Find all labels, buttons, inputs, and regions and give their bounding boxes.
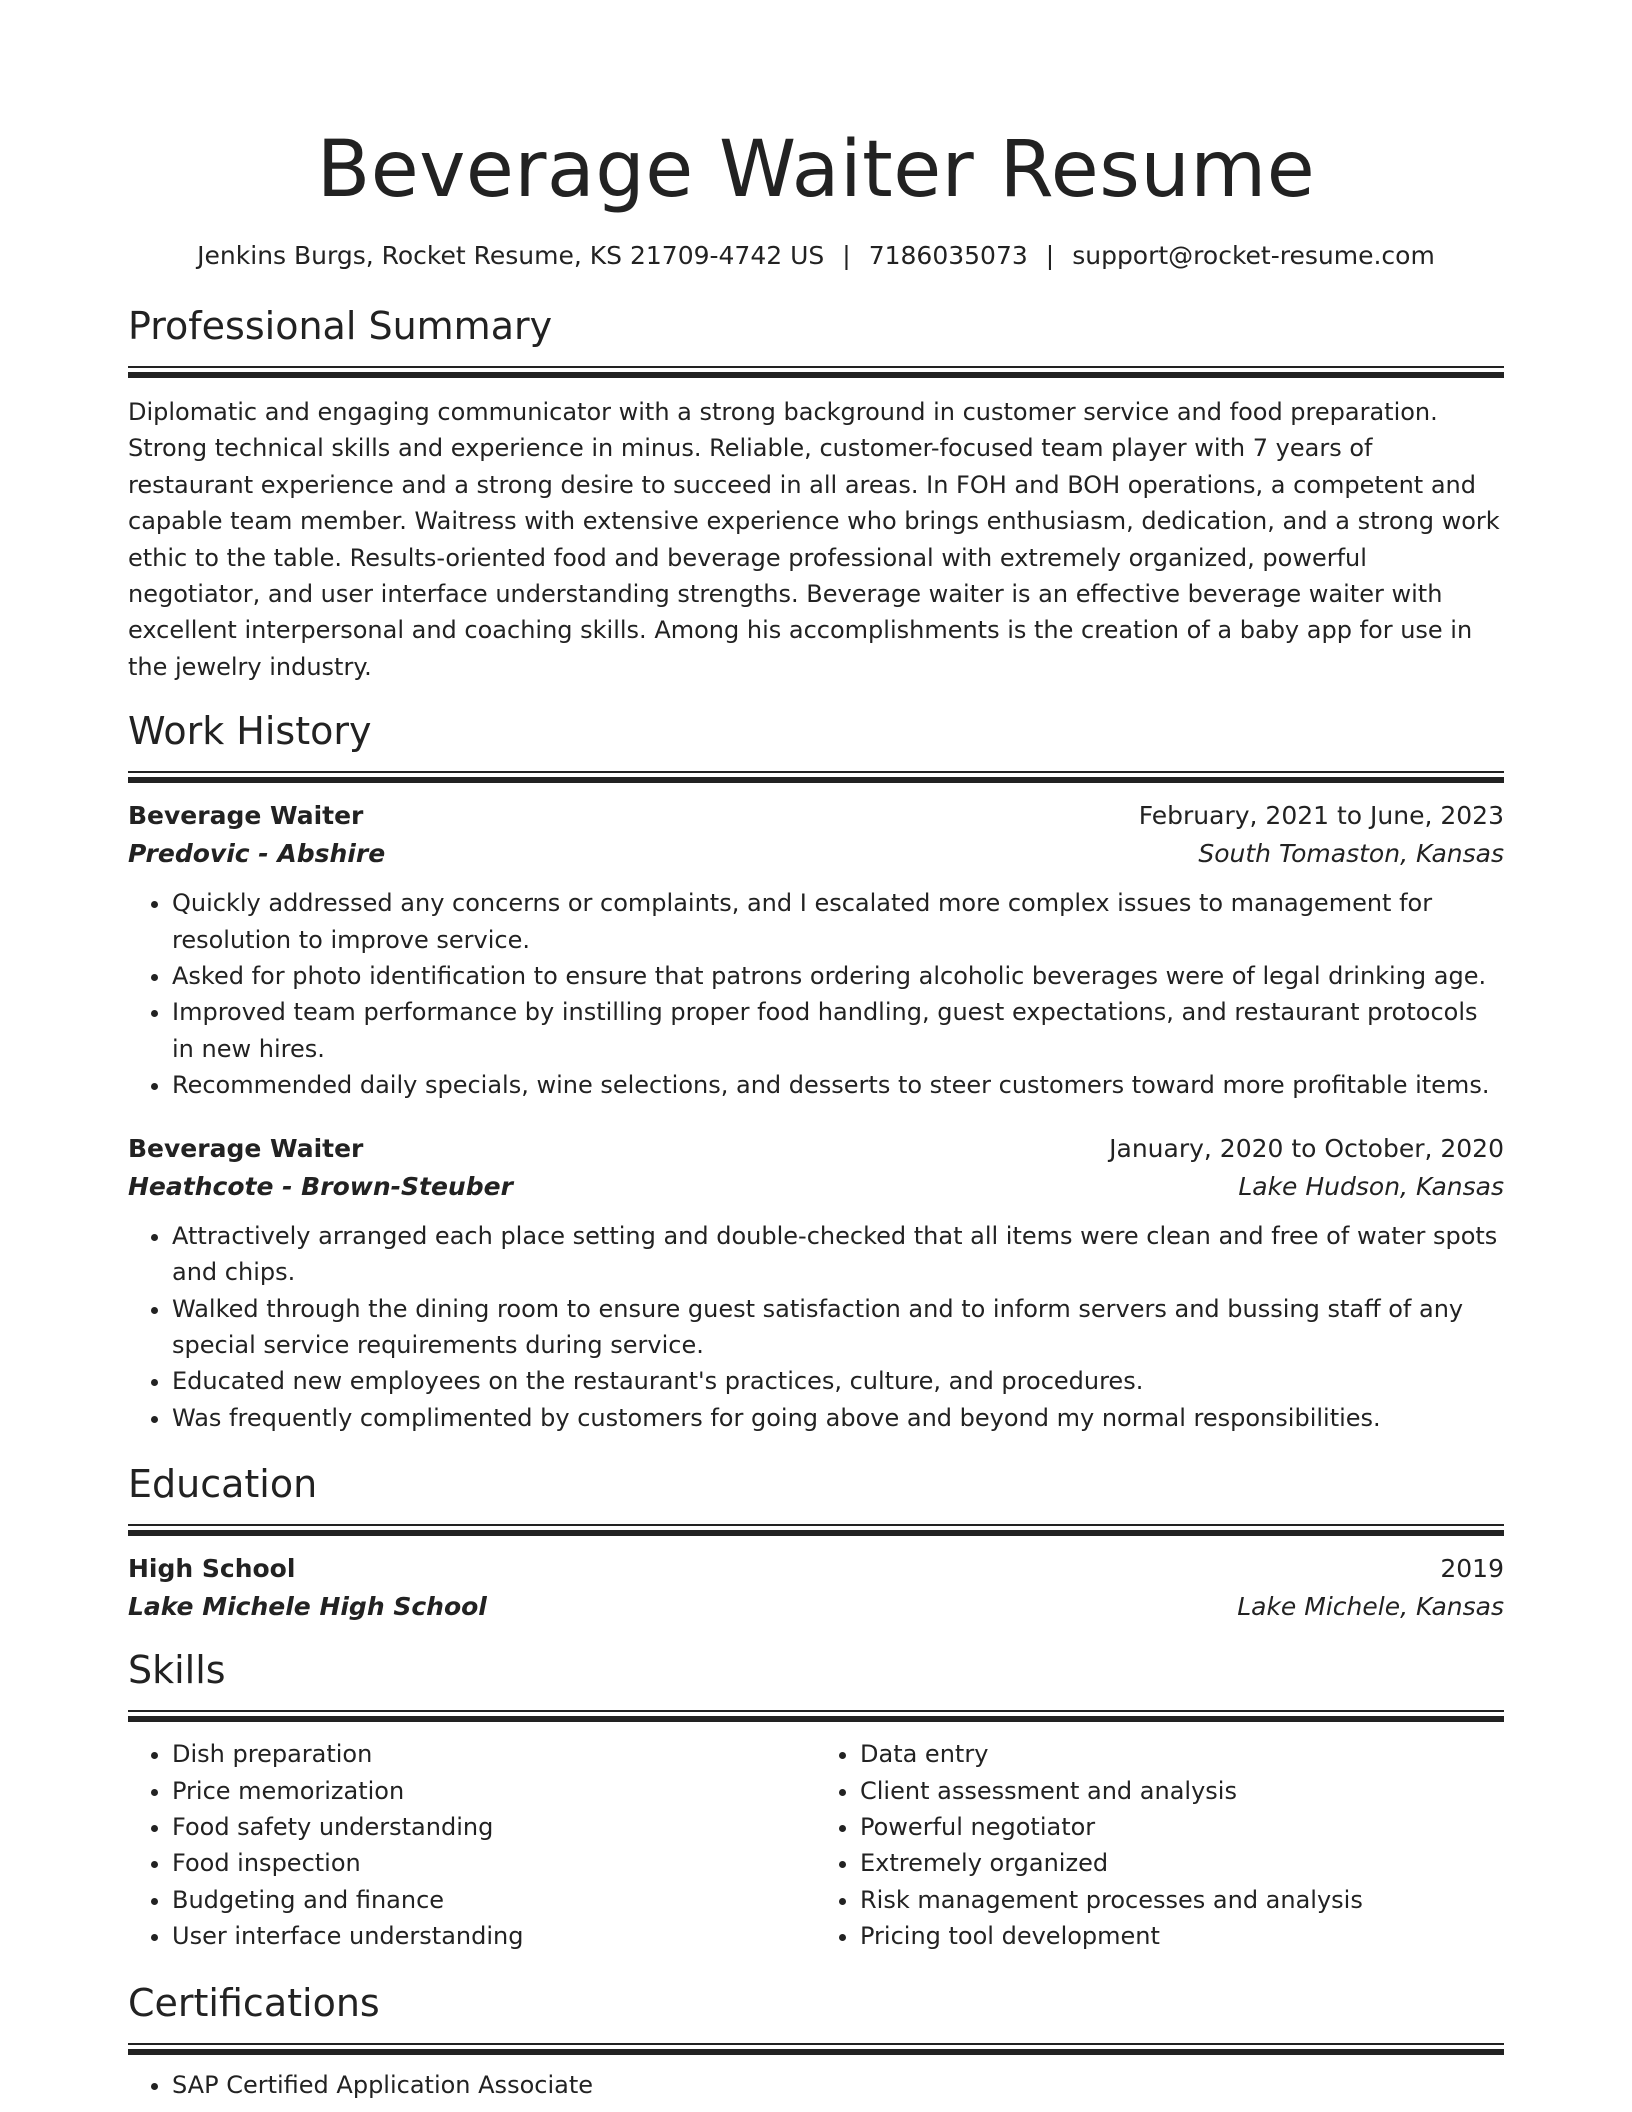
list-item: • Was frequently complimented by customers for going above and beyond my normal responsibilities. — [172, 1400, 1504, 1436]
work-history-section — [128, 705, 1504, 1436]
section-divider — [128, 1524, 1504, 1536]
list-item: • Improved team performance by instilling proper food handling, guest expectations, and restaurant protocols in new hires. — [172, 994, 1504, 1067]
list-item: • Quickly addressed any concerns or complaints, and I escalated more complex issues to management for resolution to improve service. — [172, 885, 1504, 958]
section-heading: Certifications — [128, 1980, 380, 2025]
education-section — [128, 1458, 1504, 1626]
list-item: • Client assessment and analysis — [860, 1773, 1504, 1809]
contact-separator: | — [842, 241, 851, 270]
list-item: • Price memorization — [172, 1773, 816, 1809]
list-item: • User interface understanding — [172, 1918, 816, 1954]
education-school: Lake Michele High School — [128, 1592, 487, 1622]
job-title: Beverage Waiter — [128, 801, 364, 831]
list-item: • Data entry — [860, 1736, 1504, 1772]
education-location: Lake Michele, Kansas — [1237, 1592, 1504, 1622]
list-item: • Powerful negotiator — [860, 1809, 1504, 1845]
skills-left-list — [128, 1736, 816, 1954]
job-entry — [128, 1130, 1504, 1436]
summary-text: Diplomatic and engaging communicator with a strong background in customer service and food preparation. Strong technical skills and experience in minus. Reliable, customer-focused team player with 7 years of restaurant experience and a strong desire to succeed in all areas. In FOH and BOH operations, a competent and capable team member. Waitress with extensive experience who brings enthusiasm, dedication, and a strong work ethic to the table. Results-oriented food and beverage professional with extremely organized, powerful negotiator, and user interface understanding strengths. Beverage waiter is an effective beverage waiter with excellent interpersonal and coaching skills. Among his accomplishments is the creation of a baby app for use in the jewelry industry. — [128, 398, 1500, 681]
job-company: Predovic - Abshire — [128, 839, 386, 869]
resume-title: Beverage Waiter Resume — [316, 125, 1316, 215]
list-item: • Extremely organized — [860, 1845, 1504, 1881]
list-item: • Food inspection — [172, 1845, 816, 1881]
section-heading: Education — [128, 1462, 318, 1507]
contact-phone: 7186035073 — [868, 241, 1028, 270]
list-item: • Pricing tool development — [860, 1918, 1504, 1954]
list-item: • SAP Certified Application Associate — [172, 2067, 1504, 2103]
skills-columns — [128, 1736, 1504, 1954]
list-item: • Food safety understanding — [172, 1809, 816, 1845]
list-item: • Budgeting and finance — [172, 1882, 816, 1918]
job-dates: February, 2021 to June, 2023 — [1138, 801, 1504, 831]
job-company: Heathcote - Brown-Steuber — [128, 1171, 513, 1201]
list-item: • Walked through the dining room to ensure guest satisfaction and to inform servers and bussing staff of any special service requirements during service. — [172, 1291, 1504, 1364]
section-heading: Work History — [128, 709, 372, 754]
list-item: • Dish preparation — [172, 1736, 816, 1772]
section-heading: Professional Summary — [128, 304, 553, 348]
education-year: 2019 — [1440, 1554, 1504, 1584]
contact-line — [128, 238, 1504, 274]
job-bullets — [128, 1218, 1504, 1436]
section-divider — [128, 1710, 1504, 1722]
contact-email: support@rocket-resume.com — [1072, 241, 1435, 270]
job-entry — [128, 797, 1504, 1103]
list-item: • Educated new employees on the restaurant's practices, culture, and procedures. — [172, 1363, 1504, 1399]
list-item: • Asked for photo identification to ensure that patrons ordering alcoholic beverages were of legal drinking age. — [172, 958, 1504, 994]
certifications-list — [128, 2067, 1504, 2103]
job-title: Beverage Waiter — [128, 1133, 364, 1163]
job-bullets — [128, 885, 1504, 1103]
section-divider — [128, 2043, 1504, 2055]
contact-address: Jenkins Burgs, Rocket Resume, KS 21709-4742 US — [197, 241, 825, 270]
summary-section — [128, 300, 1504, 685]
job-location: Lake Hudson, Kansas — [1238, 1171, 1504, 1201]
list-item: • Attractively arranged each place setting and double-checked that all items were clean and free of water spots and chips. — [172, 1218, 1504, 1291]
skills-section — [128, 1644, 1504, 1954]
job-dates: January, 2020 to October, 2020 — [1109, 1133, 1504, 1163]
certifications-section — [128, 1977, 1504, 2103]
list-item: • Risk management processes and analysis — [860, 1882, 1504, 1918]
section-divider — [128, 771, 1504, 783]
section-heading: Skills — [128, 1648, 226, 1693]
list-item: • Recommended daily specials, wine selections, and desserts to steer customers toward more profitable items. — [172, 1067, 1504, 1103]
contact-separator: | — [1045, 241, 1055, 270]
job-location: South Tomaston, Kansas — [1198, 839, 1504, 869]
section-divider — [128, 366, 1504, 378]
education-degree: High School — [128, 1554, 296, 1584]
resume-page — [128, 118, 1504, 2103]
skills-right-list — [816, 1736, 1504, 1954]
